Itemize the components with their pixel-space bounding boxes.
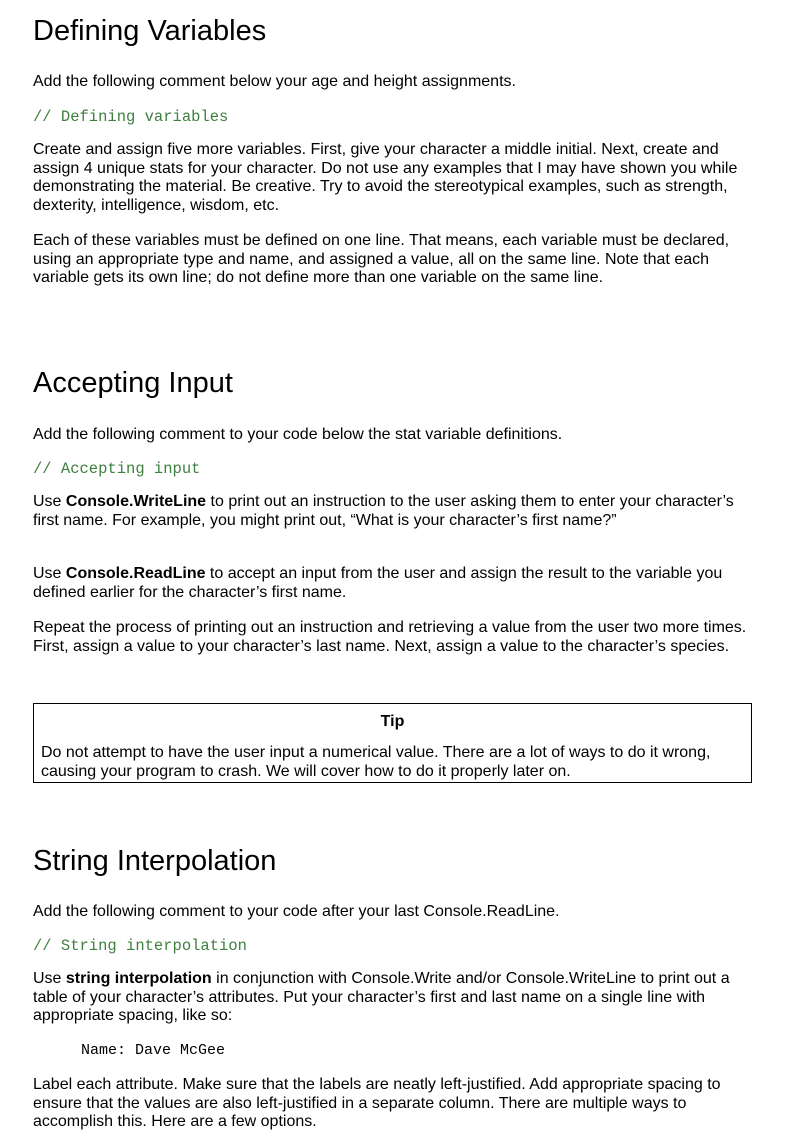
interpolation-intro-paragraph: Add the following comment to your code after your last Console.ReadLine. (33, 903, 560, 920)
heading-defining-variables: Defining Variables (33, 15, 267, 47)
accepting-writeline-paragraph: Use Console.WriteLine to print out an instruction to the user asking them to enter your character’s first name. For example, you might print out, “What is your character’s first name?” (33, 493, 734, 529)
defining-instructions-paragraph: Create and assign five more variables. First, give your character a middle initial. Next, create and assign 4 unique stats for your character. Do not use any examples that I may have shown you while demonstrating the material. Be creative. Try to avoid the stereotypical examples, such as strength, dexterity, intelligence, wisdom, etc. (33, 141, 738, 214)
interpolation-code-comment: // String interpolation (33, 937, 247, 955)
defining-code-comment: // Defining variables (33, 108, 229, 126)
console-writeline-term: Console.WriteLine (65, 493, 207, 510)
interpolation-instructions-paragraph: Use string interpolation in conjunction with Console.Write and/or Console.WriteLine to print out a table of your character’s attributes. Put your character’s first and last name on a single line with appropriate spacing, like so: (33, 970, 730, 1024)
accepting-intro-paragraph: Add the following comment to your code below the stat variable definitions. (33, 426, 563, 443)
accepting-repeat-paragraph: Repeat the process of printing out an instruction and retrieving a value from the user two more times. First, assign a value to your character’s last name. Next, assign a value to the character’s species. (33, 619, 747, 655)
heading-string-interpolation: String Interpolation (33, 845, 277, 877)
accepting-code-comment: // Accepting input (33, 460, 201, 478)
defining-rules-paragraph: Each of these variables must be defined on one line. That means, each variable must be declared, using an appropriate type and name, and assigned a value, all on the same line. Note that each variable gets its own line; do not define more than one variable on the same line. (33, 232, 730, 286)
console-readline-term: Console.ReadLine (65, 565, 206, 582)
tip-body: Do not attempt to have the user input a numerical value. There are a lot of ways to do it wrong, causing your program to crash. We will cover how to do it properly later on. (41, 744, 711, 780)
tip-title: Tip (380, 713, 405, 730)
accepting-readline-paragraph: Use Console.ReadLine to accept an input from the user and assign the result to the variable you defined earlier for the character’s first name. (33, 565, 723, 601)
interpolation-labels-paragraph: Label each attribute. Make sure that the labels are neatly left-justified. Add appropriate spacing to ensure that the values are also left-justified in a separate column. There are multiple ways to accomplish this. Here are a few options. (33, 1076, 721, 1130)
heading-accepting-input: Accepting Input (33, 367, 233, 399)
tip-box (33, 703, 752, 783)
name-example-code: Name: Dave McGee (81, 1042, 226, 1059)
string-interpolation-term: string interpolation (65, 970, 212, 987)
defining-intro-paragraph: Add the following comment below your age and height assignments. (33, 73, 516, 90)
